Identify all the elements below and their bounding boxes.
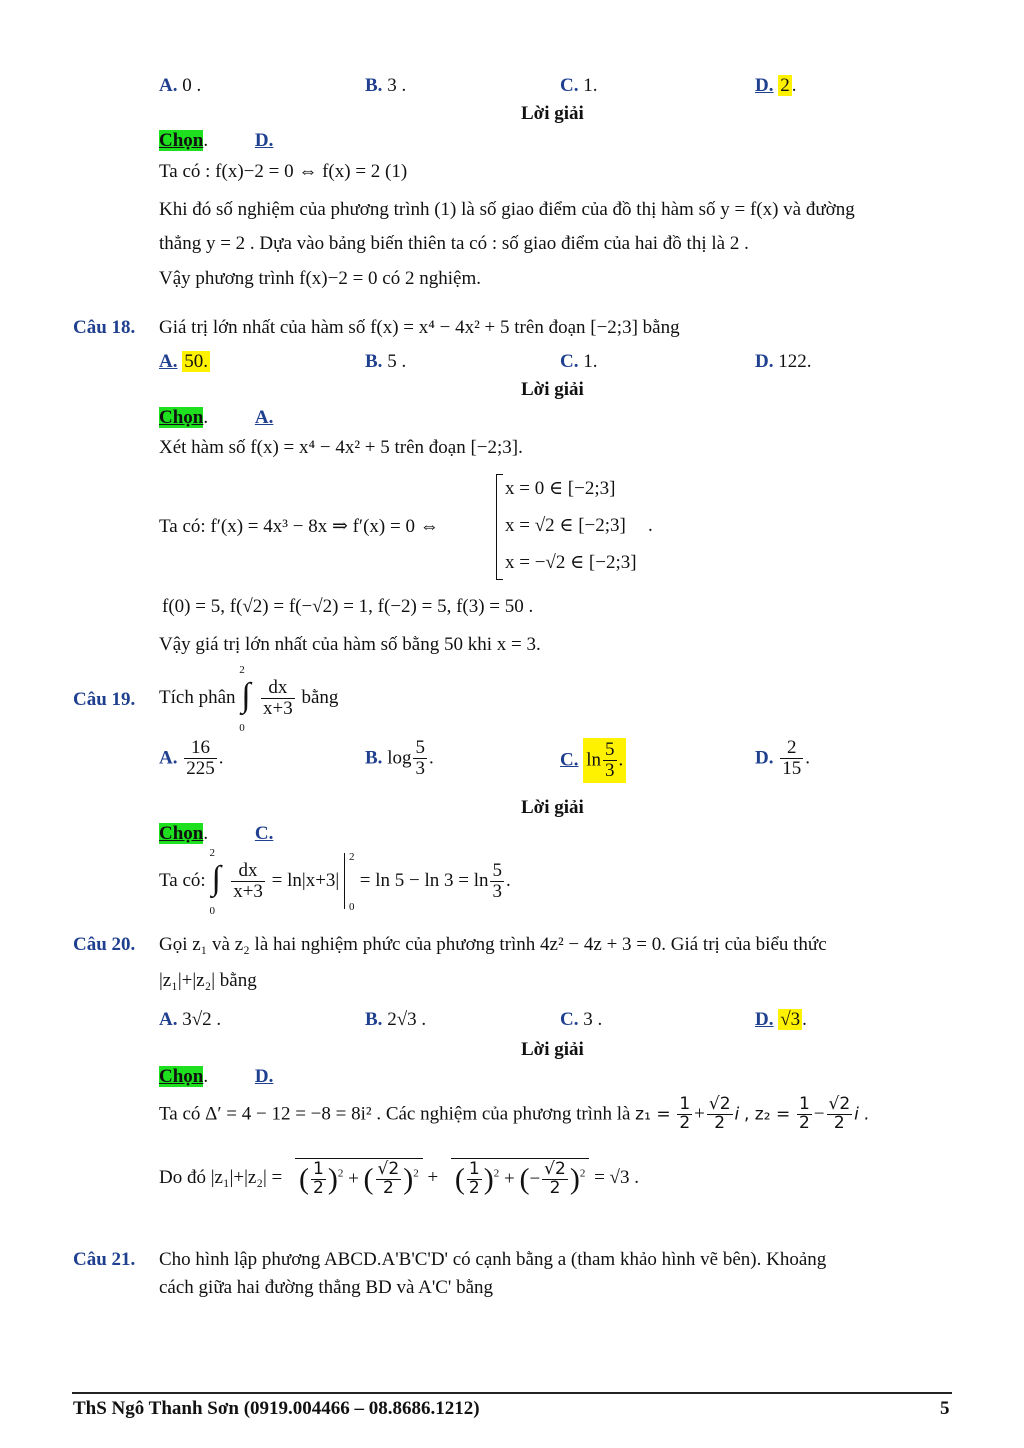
q20-chon: Chọn. D. (159, 1066, 274, 1087)
q18-line-3: f(0) = 5, f(√2) = f(−√2) = 1, f(−2) = 5, f(3) = 50 . (162, 596, 534, 617)
q18-line-1: Xét hàm số f(x) = x⁴ − 4x² + 5 trên đoạn [−2;3]. (159, 437, 523, 458)
footer-author: ThS Ngô Thanh Sơn (0919.004466 – 08.8686.1212) (73, 1398, 480, 1419)
q18-question: Giá trị lớn nhất của hàm số f(x) = x⁴ − 4x² + 5 trên đoạn [−2;3] bằng (159, 317, 680, 338)
evaluation-bar: 2 0 (344, 853, 355, 909)
q18-cases-dot: . (648, 515, 653, 536)
q18-line-2: Ta có: f′(x) = 4x³ − 8x ⇒ f′(x) = 0 ⇔ (159, 516, 439, 537)
q20-option-a: A. 3√2 . (159, 1009, 222, 1030)
q19-option-b: B. log $\frac{5}{3}$ . (365, 737, 434, 779)
q20-question-line-2: |z₁|+|z₂| bằng (159, 970, 257, 991)
q17-line-3: thẳng y = 2 . Dựa vào bảng biến thiên ta có : số giao điểm của hai đồ thị là 2 . (159, 233, 749, 254)
q17-line-1: Ta có : f(x)−2 = 0 ⇔ f(x) = 2 (1) (159, 161, 408, 182)
q18-chon: Chọn. A. (159, 407, 274, 428)
q20-option-b: B. 2√3 . (365, 1009, 427, 1030)
q18-option-a: A. 50. (159, 351, 208, 372)
integral-sign: ∫ 2 0 (239, 664, 251, 734)
q19-option-a: A. $\frac{16}{225}$ . (159, 737, 224, 779)
q17-option-a: A. 0 . (159, 75, 202, 96)
q17-option-d: D. 2 . (755, 75, 797, 96)
page-number: 5 (940, 1398, 950, 1419)
q18-case-1: x = 0 ∈ [−2;3] (505, 478, 616, 499)
q21-line-2: cách giữa hai đường thẳng BD và A'C' bằng (159, 1277, 494, 1298)
q20-option-c: C. 3 . (560, 1009, 603, 1030)
q20-option-d: D. √3 . (755, 1009, 807, 1030)
q17-line-2: Khi đó số nghiệm của phương trình (1) là số giao điểm của đồ thị hàm số y = f(x) và đường (159, 199, 855, 220)
q20-solution-line-1: Ta có Δ′ = 4 − 12 = −8 = 8i² . Các nghiệm của phương trình là z₁ = $\frac{1}{2}$ + $\frac{√2}{2}$ i , z₂ = $\frac{1}{2}$ − $\frac{√2}{2}$ i . (159, 1094, 870, 1133)
q18-cases-bracket (496, 474, 503, 580)
q19-integrand: $\frac{dx}{x+3}$ (263, 676, 293, 719)
q19-label: Câu 19. (73, 689, 136, 710)
q18-solution-heading: Lời giải (521, 379, 584, 400)
q19-option-c: C. ln $\frac{5}{3}$ . (560, 738, 626, 783)
q19-question: Tích phân ∫ 2 0 $\frac{dx}{x+3}$ bằng (159, 664, 339, 734)
q20-solution-heading: Lời giải (521, 1039, 584, 1060)
q20-label: Câu 20. (73, 934, 136, 955)
q18-case-3: x = −√2 ∈ [−2;3] (505, 552, 637, 573)
q18-line-4: Vậy giá trị lớn nhất của hàm số bằng 50 khi x = 3. (159, 634, 541, 655)
q19-option-d: D. $\frac{2}{15}$ . (755, 737, 810, 779)
sqrt-term-1: ( $\frac{1}{2}$ )$^2$ + ( $\frac{√2}{2}$ )$^2$ (295, 1158, 423, 1198)
q20-question-line-1: Gọi z₁ và z₂ là hai nghiệm phức của phương trình 4z² − 4z + 3 = 0. Giá trị của biểu thức (159, 934, 827, 955)
q17-line-4: Vậy phương trình f(x)−2 = 0 có 2 nghiệm. (159, 268, 481, 289)
footer-rule (72, 1392, 952, 1394)
q18-option-b: B. 5 . (365, 351, 407, 372)
q19-solution-heading: Lời giải (521, 797, 584, 818)
q18-option-c: C. 1. (560, 351, 598, 372)
sqrt-term-2: ( $\frac{1}{2}$ )$^2$ + (− $\frac{√2}{2}$ )$^2$ (451, 1158, 589, 1198)
q18-case-2: x = √2 ∈ [−2;3] (505, 515, 626, 536)
q20-solution-line-2: Do đó |z₁|+|z₂| = ( $\frac{1}{2}$ )$^2$ + ( $\frac{√2}{2}$ )$^2$ + ( $\frac{1}{2}$ )$^2$ + (− $\frac{√2}{2}$ )$^2$ = √3 . (159, 1159, 639, 1198)
q18-label: Câu 18. (73, 317, 136, 338)
q17-option-c: C. 1. (560, 75, 598, 96)
q19-chon: Chọn. C. (159, 823, 274, 844)
q18-option-d: D. 122. (755, 351, 812, 372)
q21-label: Câu 21. (73, 1249, 136, 1270)
q17-solution-heading: Lời giải (521, 103, 584, 124)
integral-sign: ∫ 2 0 (209, 847, 221, 917)
q17-option-b: B. 3 . (365, 75, 407, 96)
q17-chon: Chọn. D. (159, 130, 274, 151)
q21-line-1: Cho hình lập phương ABCD.A'B'C'D' có cạnh bằng a (tham khảo hình vẽ bên). Khoảng (159, 1249, 827, 1270)
q19-solution-line: Ta có: ∫ 2 0 $\frac{dx}{x+3}$ = ln|x+3| 2 0 = ln 5 − ln 3 = ln $\frac{5}{3}$ . (159, 847, 511, 917)
